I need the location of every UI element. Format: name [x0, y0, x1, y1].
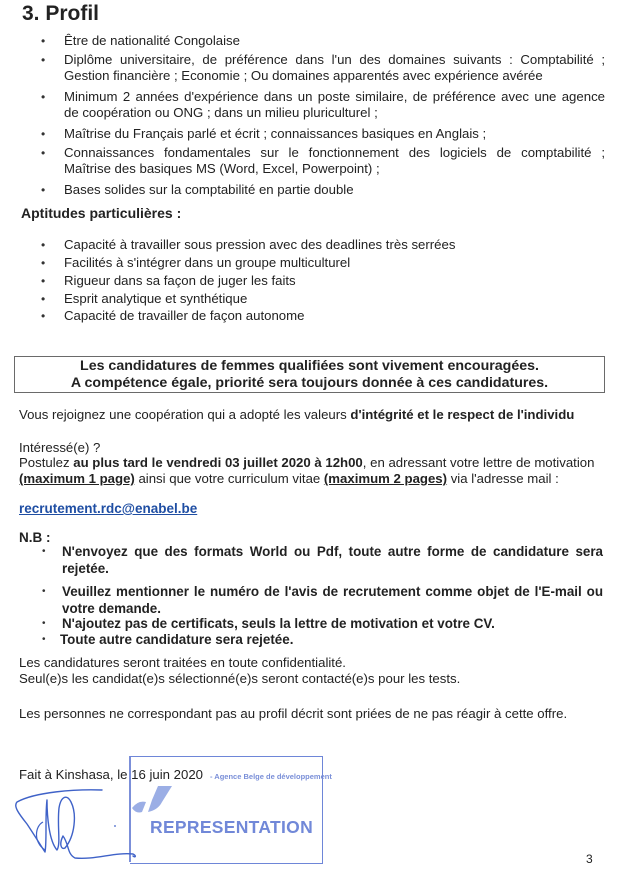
stamp-agency-text: - Agence Belge de développement	[210, 772, 332, 781]
aptitudes-heading: Aptitudes particulières :	[21, 205, 182, 221]
nb-item: Veuillez mentionner le numéro de l'avis de recrutement comme objet de l'E-mail ou	[62, 584, 603, 599]
profile-item-cont: Gestion financière ; Economie ; Ou domaines apparentés avec expérience avérée	[64, 68, 543, 83]
profile-item-cont: Maîtrise des basiques MS (Word, Excel, Powerpoint) ;	[64, 161, 380, 176]
bullet-icon: •	[42, 546, 46, 557]
profile-item: Diplôme universitaire, de préférence dans l'un des domaines suivants : Comptabilité ;	[64, 52, 605, 67]
bullet-icon: •	[41, 238, 46, 252]
values-statement	[19, 407, 574, 423]
apply-prefix: Postulez	[19, 455, 74, 470]
nb-heading: N.B :	[19, 530, 51, 545]
profile-item: Bases solides sur la comptabilité en partie double	[64, 182, 354, 197]
bullet-icon: •	[42, 634, 46, 645]
bullet-icon: •	[42, 618, 46, 629]
nb-item: Toute autre candidature sera rejetée.	[60, 632, 294, 647]
profile-item: Connaissances fondamentales sur le fonctionnement des logiciels de comptabilité ;	[64, 145, 605, 160]
bullet-icon: •	[42, 586, 46, 597]
profile-item: Être de nationalité Congolaise	[64, 33, 240, 48]
nb-item-cont: votre demande.	[62, 601, 161, 616]
aptitude-item: Facilités à s'intégrer dans un groupe multiculturel	[64, 255, 351, 270]
women-encouraged-notice	[14, 356, 605, 393]
aptitude-item: Capacité à travailler sous pression avec des deadlines très serrées	[64, 237, 456, 252]
apply-deadline-date: au plus tard le vendredi 03 juillet 2020 à 12h00	[73, 455, 363, 470]
bullet-icon: •	[41, 292, 46, 306]
place-date: Fait à Kinshasa, le 16 juin 2020	[19, 767, 204, 782]
apply-deadline	[19, 455, 594, 471]
bullet-icon: •	[41, 53, 46, 67]
values-emphasis: d'intégrité et le respect de l'individu	[350, 407, 575, 422]
confidentiality-note: Les candidatures seront traitées en toute confidentialité.	[19, 655, 346, 670]
section-title: 3. Profil	[22, 2, 100, 25]
apply-requirements	[19, 471, 559, 487]
cover-letter-limit: (maximum 1 page)	[19, 471, 135, 486]
bullet-icon: •	[41, 183, 46, 197]
cv-limit: (maximum 2 pages)	[323, 471, 448, 486]
stamp-label: REPRESENTATION	[150, 817, 314, 837]
bullet-icon: •	[41, 256, 46, 270]
nb-item: N'envoyez que des formats World ou Pdf, toute autre forme de candidature sera	[62, 544, 603, 559]
values-prefix: Vous rejoignez une coopération qui a adopté les valeurs	[19, 407, 351, 422]
non-matching-note: Les personnes ne correspondant pas au profil décrit sont priées de ne pas réagir à cette offre.	[19, 706, 568, 721]
selection-note: Seul(e)s les candidat(e)s sélectionné(e)s seront contacté(e)s pour les tests.	[19, 671, 461, 686]
bullet-icon: •	[41, 274, 46, 288]
profile-item: Maîtrise du Français parlé et écrit ; connaissances basiques en Anglais ;	[64, 126, 487, 141]
bullet-icon: •	[41, 127, 46, 141]
bullet-icon: •	[41, 90, 46, 104]
bullet-icon: •	[41, 146, 46, 160]
apply-end: via l'adresse mail :	[447, 471, 559, 486]
bullet-icon: •	[41, 309, 46, 323]
interested-question: Intéressé(e) ?	[19, 440, 101, 455]
apply-mid: ainsi que votre curriculum vitae	[134, 471, 324, 486]
profile-item-cont: de coopération ou ONG ; dans un milieu pluriculturel ;	[64, 105, 378, 120]
notice-line-2: A compétence égale, priorité sera toujours donnée à ces candidatures.	[70, 375, 549, 391]
nb-item: N'ajoutez pas de certificats, seuls la lettre de motivation et votre CV.	[62, 616, 495, 631]
profile-item: Minimum 2 années d'expérience dans un poste similaire, de préférence avec une agence	[64, 89, 605, 104]
bullet-icon: •	[41, 34, 46, 48]
aptitude-item: Capacité de travailler de façon autonome	[64, 308, 305, 323]
aptitude-item: Rigueur dans sa façon de juger les faits	[64, 273, 296, 288]
page-number: 3	[586, 852, 593, 866]
recruitment-email-link[interactable]: recrutement.rdc@enabel.be	[19, 501, 198, 516]
aptitude-item: Esprit analytique et synthétique	[64, 291, 248, 306]
nb-item-cont: rejetée.	[62, 561, 109, 576]
signature	[5, 786, 145, 866]
notice-line-1: Les candidatures de femmes qualifiées sont vivement encouragées.	[80, 358, 539, 374]
apply-suffix: , en adressant votre lettre de motivation	[362, 455, 595, 470]
